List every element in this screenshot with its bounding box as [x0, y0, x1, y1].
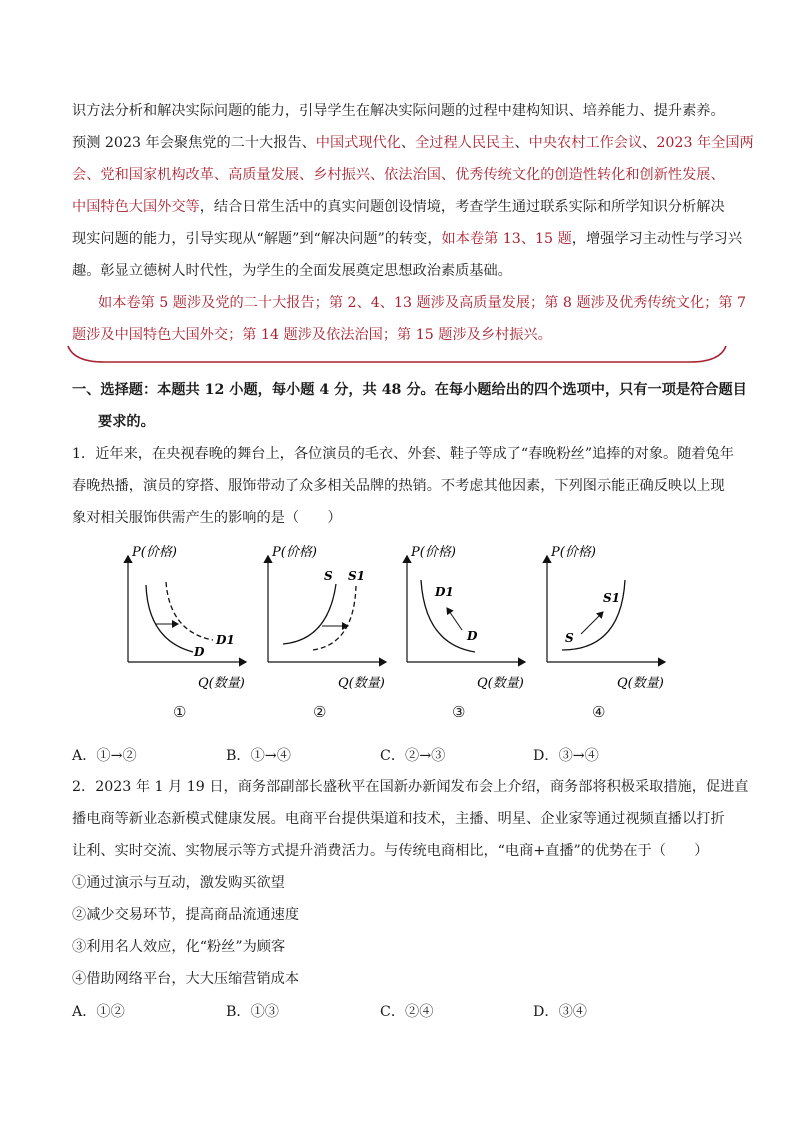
- curve-label-1: D: [467, 629, 478, 643]
- q1-option-d[interactable]: D．③→④: [533, 748, 599, 764]
- intro-text: 、: [642, 135, 657, 151]
- q1-option-b[interactable]: B．①→④: [226, 748, 291, 764]
- intro-text: 、: [514, 135, 529, 151]
- q1-option-c[interactable]: C．②→③: [380, 748, 446, 764]
- intro-line-4: [72, 197, 727, 217]
- q2-stem-1: 2．2023 年 1 月 19 日，商务部副部长盛秋平在国新办新闻发布会上介绍，商务部将积极采取措施，促进直: [72, 779, 749, 795]
- graph-number-3: ③: [452, 703, 466, 721]
- graph-4: [537, 540, 677, 700]
- q2-stem-2: 播电商等新业态新模式健康发展。电商平台提供渠道和技术，主播、明星、企业家等通过视频直播以打折: [72, 811, 725, 827]
- q1-option-a[interactable]: A．①→②: [72, 748, 137, 764]
- q2-option-a[interactable]: A．①②: [72, 1004, 125, 1020]
- q2-item-4: ④借助网络平台，大大压缩营销成本: [72, 971, 300, 987]
- q1-stem-2: 春晚热播，演员的穿搭、服饰带动了众多相关品牌的热销。不考虑其他因素，下列图示能正确反映以上现: [72, 478, 725, 494]
- graph-2: [258, 540, 398, 700]
- curve-label-2: D1: [435, 585, 454, 599]
- y-label: P(价格): [132, 545, 177, 560]
- curve-label-1: D: [194, 645, 205, 659]
- highlight: 如本卷第 13、15 题: [441, 231, 572, 247]
- y-label: P(价格): [272, 545, 317, 560]
- intro-text: ，结合日常生活中的真实问题创设情境，考查学生通过联系实际和所学知识分析解决: [199, 199, 725, 215]
- curve-s: [283, 584, 336, 644]
- x-label: Q(数量): [477, 676, 524, 691]
- q2-item-3: ③利用名人效应，化“粉丝”为顾客: [72, 939, 286, 955]
- highlight: 中国特色大国外交等: [72, 199, 200, 215]
- shift-arrow: [581, 612, 603, 634]
- q2-item-1: ①通过演示与互动，激发购买欲望: [72, 875, 285, 891]
- q2-option-d[interactable]: D．③④: [533, 1004, 587, 1020]
- q1-stem-3: 象对相关服饰供需产生的影响的是（ ）: [72, 510, 342, 526]
- graph-number-2: ②: [313, 703, 327, 721]
- highlight: 2023 年全国两: [656, 135, 754, 151]
- intro-text: ，增强学习主动性与学习兴: [571, 231, 743, 247]
- curve-s1: [313, 586, 356, 650]
- x-label: Q(数量): [338, 676, 385, 691]
- curve-label-2: S1: [348, 569, 366, 583]
- q2-option-c[interactable]: C．②④: [380, 1004, 434, 1020]
- intro-text: 、: [400, 135, 416, 151]
- section-heading: 一、选择题：本题共 12 小题，每小题 4 分，共 48 分。在每小题给出的四个选项中，只有一项是符合题目: [72, 382, 747, 398]
- intro-line-3: 会、党和国家机构改革、高质量发展、乡村振兴、依法治国、优秀传统文化的创造性转化和创新性发展、: [72, 167, 725, 183]
- curve-d: [146, 585, 193, 652]
- x-label: Q(数量): [198, 676, 245, 691]
- q1-stem-1: 1．近年来，在央视春晚的舞台上，各位演员的毛衣、外套、鞋子等成了“春晚粉丝”追捧的对象。随着兔年: [72, 446, 734, 462]
- intro-text: 预测 2023 年会聚焦党的二十大报告、: [72, 135, 316, 151]
- highlight: 中国式现代化: [315, 135, 401, 151]
- intro-line-8: 题涉及中国特色大国外交；第 14 题涉及依法治国；第 15 题涉及乡村振兴。: [72, 327, 552, 343]
- x-label: Q(数量): [617, 676, 664, 691]
- intro-line-7: 如本卷第 5 题涉及党的二十大报告；第 2、4、13 题涉及高质量发展；第 8 题涉及优秀传统文化；第 7: [98, 295, 747, 311]
- intro-text: 现实问题的能力，引导实现从“解题”到“解决问题”的转变，: [72, 231, 442, 247]
- curve-label-1: S: [324, 569, 333, 583]
- graph-3: [397, 540, 537, 700]
- q2-stem-3: 让利、实时交流、实物展示等方式提升消费活力。与传统电商相比，“电商+直播”的优势在于（ ）: [72, 843, 709, 859]
- intro-line-2: [72, 133, 754, 153]
- graph-number-4: ④: [592, 703, 606, 721]
- curve-label-2: S1: [603, 591, 621, 605]
- q2-item-2: ②减少交易环节，提高商品流通速度: [72, 907, 300, 923]
- y-label: P(价格): [551, 545, 596, 560]
- curve-label-2: D1: [216, 633, 235, 647]
- curved-divider: [64, 340, 730, 370]
- intro-line-6: 趣。彰显立德树人时代性，为学生的全面发展奠定思想政治素质基础。: [72, 263, 512, 279]
- curve-d1: [166, 582, 213, 640]
- q2-option-b[interactable]: B．①③: [226, 1004, 279, 1020]
- intro-line-1: 识方法分析和解决实际问题的能力，引导学生在解决实际问题的过程中建构知识、培养能力、提升素养。: [72, 103, 725, 119]
- y-label: P(价格): [411, 545, 456, 560]
- shift-arrow: [447, 608, 462, 630]
- intro-line-5: [72, 229, 743, 249]
- graph-number-1: ①: [173, 703, 187, 721]
- curve-label-1: S: [565, 631, 574, 645]
- section-heading-cont: 要求的。: [98, 414, 155, 430]
- highlight: 中央农村工作会议: [528, 135, 643, 151]
- graph-1: [118, 540, 258, 700]
- highlight: 全过程人民民主: [415, 135, 515, 151]
